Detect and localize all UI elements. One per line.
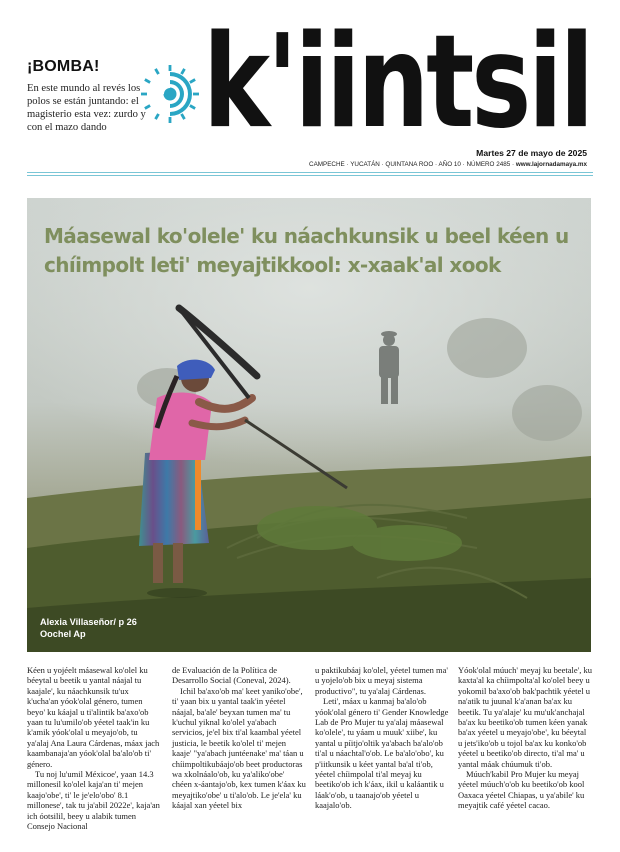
kiintsil-logo [203,14,593,139]
paragraph: u paktikubáaj ko'olel, yéetel tumen ma' u yojelo'ob bix u meyaj sistema productivo", tu ya'alaj Cárdenas. [315,665,448,696]
paragraph: Yóok'olal múuch' meyaj ku beetale', ku kaxta'al ka chíimpolta'al ko'olel beey u yokomil ba'axo'ob bak'pachtik yéetel u na'atik tu juunal k'a'anan ba'ax ku beetik. Tu ya'alaje' ku mu'uk'anchajal ba'ax ku beetiko'ob tumen kéen yanak ba'ax yéetel u meyajo'obe', ku béeytal u jets'iko'ob u tojol ba'ax ku konko'ob yéetel u beetiko'ob directo, ti'al ma' u yantal máak chúumuk ti'ob. [458,665,592,769]
paragraph: Kéen u yojéelt máasewal ko'olel ku béeytal u beetik u yantal náajal tu kaajale', ku náachkunsik tu'ux k'ucha'an yóok'olal género, tumen beyo' ku káajal u ti'alintik ba'axo'ob yaan tu lu'umilo'ob yéetel taak'in ku k'amik yóok'olal u meyajo'ob, tu ya'alaj Ana Laura Cárdenas, máax jach kaambanaja'an yóok'olal ba'alo'ob ti' género. [27,665,160,769]
header-rule-2 [27,175,593,176]
text-column-1 [27,665,161,832]
paragraph: Leti', máax u kanmaj ba'alo'ob yóok'olal género ti' Gender Knowledge Lab de Pro Mujer tu ya'alaj máasewal ko'olele', tu yáam u muuk' xiibe', ku yantal u píitjo'oltik ya'abach ba'alo'ob ti'al u náachtal'o'ob. Le ba'alo'obo', ku p'iitkunsik u kéet yantal ba'al ti'ob, yéetel chíimpolal ti'al meyaj ku beetiko'ob ich k'áax, ikil u kaláantik u láak'o'ob, u taanajo'ob yéetel u kaajalo'ob. [315,696,449,811]
photo-credit-line2: Oochel Ap [40,629,86,639]
text-column-3 [315,665,449,811]
paragraph: Tu noj lu'umil Méxicoe', yaan 14.3 millonesil ko'olel kaja'an ti' mejen kaajo'obe', ti' le je'elo'obo' 8.1 millonese', tak tu ja'abil 2022e', kaja'an ich óotsilil, beey u alabik tumen Consejo Nacional [27,769,160,832]
paragraph: Múuch'kabil Pro Mujer ku meyaj yéetel múuch'o'ob ku beetiko'ob kool Oaxaca yéetel Chiapas, u ya'abile' ku meyajtik café yéetel cacao. [458,769,585,811]
header-rule [27,172,593,173]
headline: Máasewal ko'olele' ku náachkunsik u beel kéen u chíimpolt leti' meyajtikkool: x-xaak'al xook [44,224,569,277]
edition-info: CAMPECHE · YUCATÁN · QUINTANA ROO · AÑO 10 · NÚMERO 2485 · [309,161,515,168]
bomba-verse: En este mundo al revés los polos se están juntando: el magisterio esta vez: zurdo y con el mazo dando [27,83,146,133]
issue-date: Martes 27 de mayo de 2025 [476,148,587,158]
text-column-4 [458,665,592,811]
text-column-2 [172,665,306,811]
edition-line [309,161,587,168]
photo-credit-line1: Alexia Villaseñor/ p 26 [40,617,137,627]
logo-wordmark: k'iintsil [203,14,591,139]
sun-logo-icon [140,64,200,124]
bomba-title: ¡BOMBA! [27,58,100,75]
website-link[interactable]: www.lajornadamaya.mx [515,161,587,168]
paragraph: Ichil ba'axo'ob ma' keet yaniko'obe', ti' yaan bix u yantal taak'in yéetel náajal, ba'ale' beyxan tumen ma' tu k'uchul yiknal ko'olel ya'abach servicios, je'el bix ti'al kaambal yéetel justicia, le beetik ko'olel ti' mejen kaaje' "ya'abach juntéenake' ma' táan u chíimpoltikubáajo'ob beet productoras wa xkolnáalo'ob, ku ya'aliko'obe' chéen x-áantajo'ob, kex tumen k'áax ku meyajtiko'obe' u ti'alo'ob. Le je'ela' ku káajal xan yéetel bix [172,685,306,811]
paragraph: de Evaluación de la Política de Desarrollo Social (Coneval, 2024). [172,665,291,686]
photo-credit [40,616,137,640]
